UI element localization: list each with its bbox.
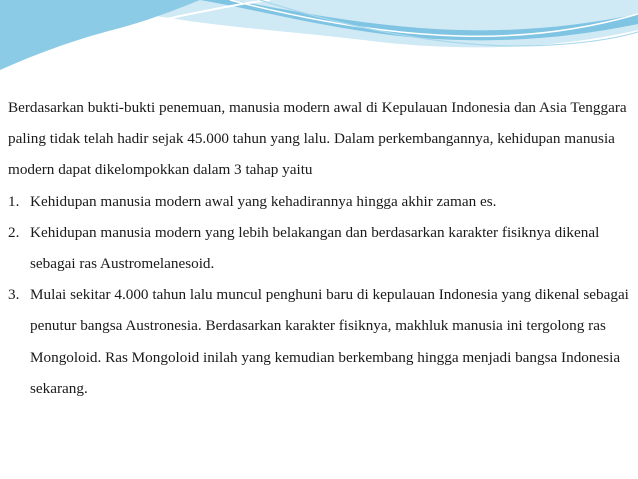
- list-item: [8, 217, 634, 279]
- list-item-text: Mulai sekitar 4.000 tahun lalu muncul penghuni baru di kepulauan Indonesia yang dikenal sebagai penutur bangsa Austronesia. Berdasarkan karakter fisiknya, makhluk manusia ini tergolong ras Mongoloid. Ras Mongoloid inilah yang kemudian berkembang hingga menjadi bangsa Indonesia sekarang.: [30, 286, 629, 397]
- list-item: [8, 186, 634, 217]
- list-item-number: 1.: [8, 192, 20, 210]
- header-wave-decoration: [0, 0, 638, 80]
- intro-paragraph: Berdasarkan bukti-bukti penemuan, manusia modern awal di Kepulauan Indonesia dan Asia Tenggara paling tidak telah hadir sejak 45.000 tahun yang lalu. Dalam perkembangannya, kehidupan manusia modern dapat dikelompokkan dalam 3 tahap yaitu: [8, 99, 627, 179]
- slide-body: [8, 92, 634, 404]
- list-item-number: 3.: [8, 286, 20, 304]
- list-item: [8, 279, 634, 404]
- list-item-text: Kehidupan manusia modern awal yang kehadirannya hingga akhir zaman es.: [30, 192, 497, 210]
- stages-list: [8, 186, 634, 404]
- list-item-number: 2.: [8, 223, 20, 241]
- list-item-text: Kehidupan manusia modern yang lebih belakangan dan berdasarkan karakter fisiknya dikenal sebagai ras Austromelanesoid.: [30, 223, 600, 273]
